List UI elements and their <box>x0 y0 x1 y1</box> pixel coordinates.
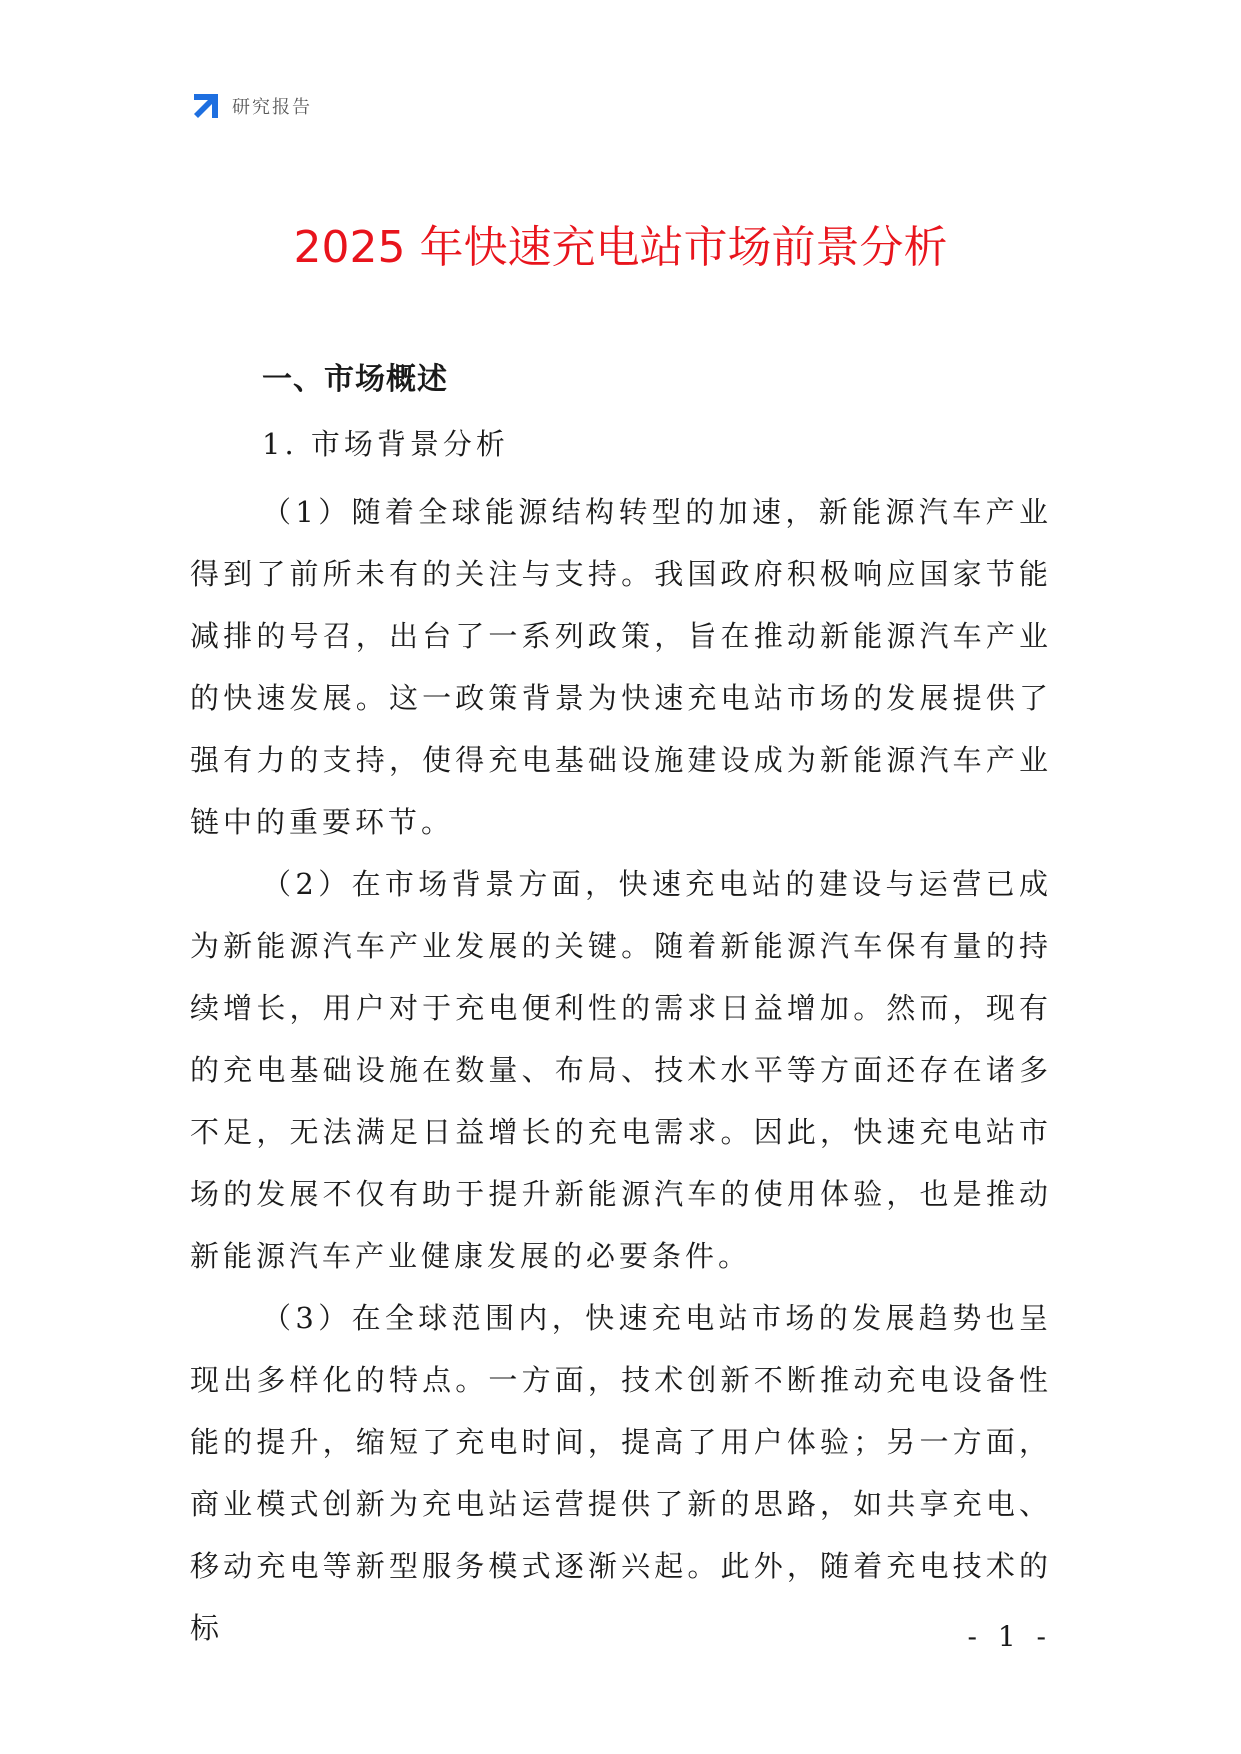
page-number: - 1 - <box>967 1620 1052 1653</box>
section-heading: 一、市场概述 <box>262 362 448 397</box>
paragraph-1: （1）随着全球能源结构转型的加速，新能源汽车产业得到了前所未有的关注与支持。我国政府积极响应国家节能减排的号召，出台了一系列政策，旨在推动新能源汽车产业的快速发展。这一政策背景为快速充电站市场的发展提供了强有力的支持，使得充电基础设施建设成为新能源汽车产业链中的重要环节。 <box>190 495 1052 839</box>
arrow-up-right-icon <box>190 90 222 122</box>
header-label: 研究报告 <box>232 97 312 118</box>
paragraph-3: （3）在全球范围内，快速充电站市场的发展趋势也呈现出多样化的特点。一方面，技术创新不断推动充电设备性能的提升，缩短了充电时间，提高了用户体验；另一方面，商业模式创新为充电站运营提供了新的思路，如共享充电、移动充电等新型服务模式逐渐兴起。此外，随着充电技术的标 <box>190 1301 1052 1645</box>
document-title: 2025 年快速充电站市场前景分析 <box>293 222 948 273</box>
document-body <box>190 355 1052 1659</box>
paragraph-2: （2）在市场背景方面，快速充电站的建设与运营已成为新能源汽车产业发展的关键。随着新能源汽车保有量的持续增长，用户对于充电便利性的需求日益增加。然而，现有的充电基础设施在数量、布局、技术水平等方面还存在诸多不足，无法满足日益增长的充电需求。因此，快速充电站市场的发展不仅有助于提升新能源汽车的使用体验，也是推动新能源汽车产业健康发展的必要条件。 <box>190 867 1052 1273</box>
report-header <box>190 90 312 122</box>
subsection-heading: 1. 市场背景分析 <box>262 427 509 461</box>
